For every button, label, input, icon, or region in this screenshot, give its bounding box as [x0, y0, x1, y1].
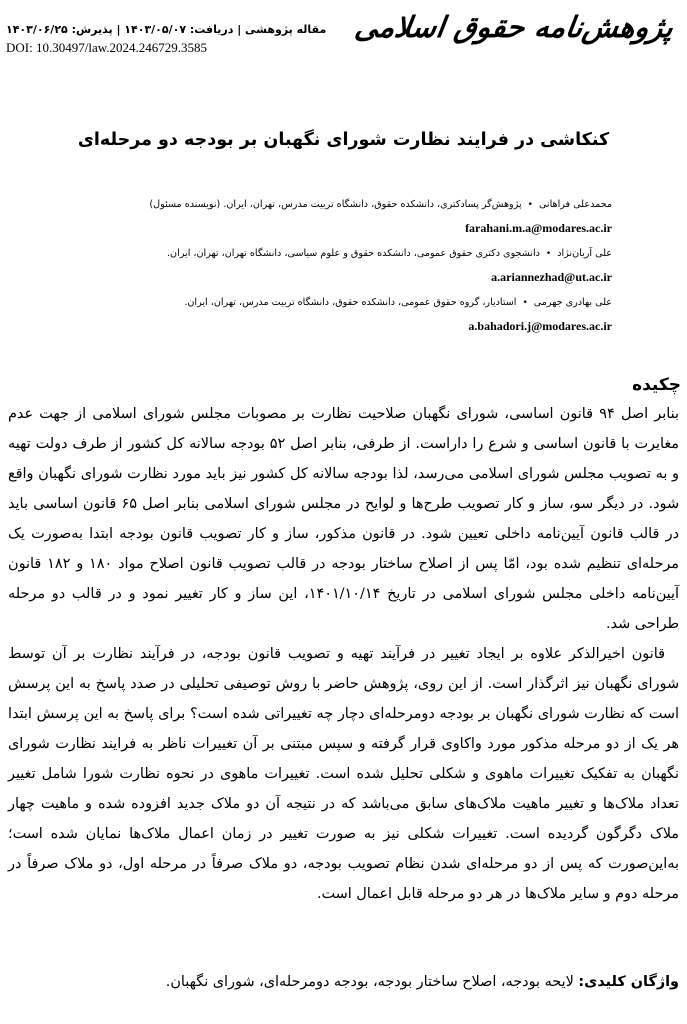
abstract-body — [8, 399, 679, 909]
doi-link[interactable]: DOI: 10.30497/law.2024.246729.3585 — [6, 40, 208, 55]
keywords — [8, 969, 679, 995]
author-line — [52, 296, 612, 310]
article-title: کنکاشی در فرایند نظارت شورای نگهبان بر بودجه دو مرحله‌ای — [77, 130, 610, 150]
article-meta — [6, 22, 336, 56]
author-list — [52, 198, 612, 345]
author-email[interactable]: a.ariannezhad@ut.ac.ir — [491, 270, 612, 284]
abstract-paragraph: بنابر اصل ۹۴ قانون اساسی، شورای نگهبان صلاحیت نظارت بر مصوبات مجلس شورای اسلامی از جهت عدم مغایرت با قانون اساسی و شرع را داراست. از طرفی، بنابر اصل ۵۲ بودجه سالانه کل کشور از طرف دولت تهیه و به تصویب مجلس شورای اسلامی می‌رسد، لذا بودجه سالانه کل کشور نیز باید مورد نظارت شورای نگهبان واقع شود. در دیگر سو، ساز و کار تصویب طرح‌ها و لوایح در مجلس شورای اسلامی بنابر اصل ۶۵ قانون اساسی باید در قالب قانون آیین‌نامه داخلی تعیین شود. در قانون مذکور، ساز و کار تصویب قانون بودجه ابتدا به‌صورت یک مرحله‌ای تنظیم شده بود، امّا پس از اصلاح ساختار بودجه در قالب تصویب قانون اصلاح مواد ۱۸۰ و ۱۸۲ قانون آیین‌نامه داخلی مجلس شورای اسلامی در تاریخ ۱۴۰۱/۱۰/۱۴، این ساز و کار تغییر نمود و در قالب دو مرحله طراحی شد. — [8, 406, 680, 632]
abstract-heading: چکیده — [632, 375, 681, 395]
author-2 — [52, 247, 612, 284]
author-name: علی بهادری جهرمی — [533, 297, 612, 308]
author-affiliation: پژوهش‌گر پسادکتری، دانشکده حقوق، دانشگاه تربیت مدرس، تهران، ایران. (نویسنده مسئول) — [149, 199, 522, 210]
author-affiliation: استادیار، گروه حقوق عمومی، دانشکده حقوق، دانشگاه تربیت مدرس، تهران، ایران. — [184, 297, 517, 308]
author-name: محمدعلی فراهانی — [538, 199, 612, 210]
author-line — [52, 198, 612, 212]
author-affiliation: دانشجوی دکتری حقوق عمومی، دانشکده حقوق و علوم سیاسی، دانشگاه تهران، تهران، ایران. — [166, 248, 540, 259]
author-name: علی آریان‌نژاد — [557, 248, 612, 259]
author-1 — [52, 198, 612, 235]
bullet-separator: • — [545, 249, 552, 259]
author-line — [52, 247, 612, 261]
author-email[interactable]: a.bahadori.j@modares.ac.ir — [468, 319, 612, 333]
abstract-paragraph: قانون اخیرالذکر علاوه بر ایجاد تغییر در فرآیند تهیه و تصویب قانون بودجه، در فرآیند نظارت بر آن توسط شورای نگهبان نیز اثرگذار است. از این روی، پژوهش حاضر با روش توصیفی تحلیلی در صدد پاسخ به این پرسش است که نظارت شورای نگهبان بر بودجه دومرحله‌ای دچار چه تغییراتی شده است؟ برای پاسخ به این پرسش ابتدا هر یک از دو مرحله مذکور مورد واکاوی قرار گرفته و سپس مبتنی بر آن تغییرات ناظر به فرایند نظارت شورای نگهبان به تفکیک تغییرات ماهوی و شکلی تحلیل شده است. تغییرات ماهوی در نحوه نظارت شورا شامل تغییر تعداد ملاک‌ها و تغییر ماهیت ملاک‌های سابق می‌باشد که در نتیجه آن دو ملاک جدید افزوده شده و ماهیت چهار ملاک دگرگون گردیده است. تغییرات شکلی نیز به صورت تغییر در زمان اعمال ملاک‌ها نمایان شده است؛ به‌این‌صورت که پس از دو مرحله‌ای شدن نظام تصویب بودجه، دو ملاک صرفاً در مرحله اول، دو ملاک صرفاً در مرحله دوم و سایر ملاک‌ها در هر دو مرحله قابل اعمال است. — [8, 646, 679, 902]
bullet-separator: • — [522, 298, 528, 308]
article-type-and-dates: مقاله پژوهشی | دریافت: ۱۴۰۳/۰۵/۰۷ | پذیرش: ۱۴۰۳/۰۶/۲۵ — [6, 23, 327, 36]
keywords-list: لایحه بودجه، اصلاح ساختار بودجه، بودجه دومرحله‌ای، شورای نگهبان. — [165, 974, 574, 990]
keywords-label: واژگان کلیدی: — [578, 974, 679, 990]
bullet-separator: • — [527, 200, 533, 210]
author-email[interactable]: farahani.m.a@modares.ac.ir — [465, 221, 612, 235]
author-3 — [52, 296, 612, 333]
journal-logo: پژوهش‌نامه حقوق اسلامی — [352, 10, 676, 44]
